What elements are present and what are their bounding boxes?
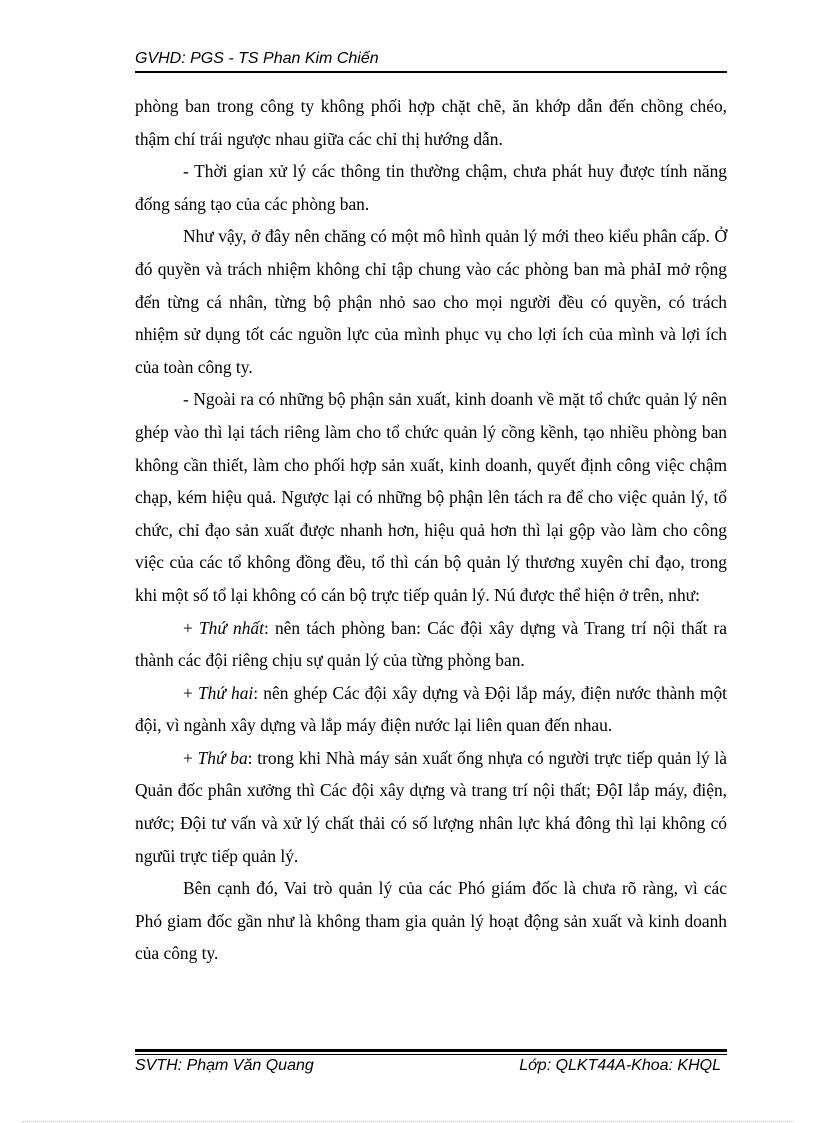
paragraph-first-point <box>135 612 727 677</box>
paragraph-processing-time: - Thời gian xử lý các thông tin thường chậm, chưa phát huy được tính năng đống sáng tạo của các phòng ban. <box>135 161 727 214</box>
page-bottom-edge <box>22 1121 794 1122</box>
first-point-label: Thứ nhất <box>199 617 264 638</box>
page-footer <box>135 1049 727 1079</box>
footer-student-name: SVTH: Phạm Văn Quang <box>135 1057 314 1074</box>
header-advisor-text: GVHD: PGS - TS Phan Kim Chiến <box>135 50 379 67</box>
second-point-text: : nên ghép Các đội xây dựng và Đội lắp máy, điện nước thành một đội, vì ngành xây dựng và lắp máy điện nước lại liên quan đến nhau. <box>135 682 727 736</box>
second-point-label: Thứ hai <box>198 682 254 703</box>
footer-rule-thin <box>135 1054 727 1055</box>
third-point-lead: + <box>183 747 198 768</box>
header-rule <box>135 71 727 73</box>
first-point-text: : nên tách phòng ban: Các đội xây dựng và Trang trí nội thất ra thành các đội riêng chịu sự quản lý của từng phòng ban. <box>135 617 727 671</box>
footer-class-info: Lớp: QLKT44A-Khoa: KHQL <box>519 1057 721 1074</box>
third-point-label: Thứ ba <box>197 747 248 768</box>
paragraph-department-structure: - Ngoài ra có những bộ phận sản xuất, kinh doanh về mặt tổ chức quản lý nên ghép vào thì lại tách riêng làm cho tổ chức quản lý cồng kềnh, tạo nhiều phòng ban không cần thiết, làm cho phối hợp sản xuất, kinh doanh, quyết định công việc chậm chạp, kém hiệu quả. Ngược lại có những bộ phận lên tách ra để cho việc quản lý, tổ chức, chỉ đạo sản xuất được nhanh hơn, hiệu quả hơn thì lại gộp vào làm cho công việc của các tổ không đồng đều, tổ thì cán bộ quản lý thương xuyên chỉ đạo, trong khi một số tổ lại không có cán bộ trực tiếp quản lý. Nú được thể hiện ở trên, như: <box>135 389 727 605</box>
paragraph-deputy-directors: Bên cạnh đó, Vai trò quản lý của các Phó giám đốc là chưa rõ ràng, vì các Phó giam đốc gần như là không tham gia quản lý hoạt động sản xuất và kinh doanh của công ty. <box>135 878 727 964</box>
document-body <box>135 90 727 970</box>
paragraph-continuation: phòng ban trong công ty không phối hợp chặt chẽ, ăn khớp dẫn đến chồng chéo, thậm chí trái ngược nhau giữa các chỉ thị hướng dẫn. <box>135 96 727 149</box>
page-header <box>135 48 727 72</box>
paragraph-decentralized-model: Như vậy, ở đây nên chăng có một mô hình quản lý mới theo kiểu phân cấp. Ở đó quyền và trách nhiệm không chỉ tập chung vào các phòng ban mà phảI mở rộng đến từng cá nhân, từng bộ phận nhỏ sao cho mọi người đều có quyền, có trách nhiệm sử dụng tốt các nguồn lực của mình phục vụ cho lợi ích của mình và lợi ích của toàn công ty. <box>135 226 727 377</box>
first-point-lead: + <box>183 617 199 638</box>
second-point-lead: + <box>183 682 198 703</box>
paragraph-second-point <box>135 677 727 742</box>
third-point-text: : trong khi Nhà máy sản xuất ống nhựa có người trực tiếp quản lý là Quản đốc phân xưởng thì Các đội xây dựng và trang trí nội thất; ĐộI lắp máy, điện, nước; Đội tư vấn và xử lý chất thải có số lượng nhân lực khá đông thì lại không có ngưũi trực tiếp quản lý. <box>135 747 728 866</box>
footer-rule-thick <box>135 1049 727 1052</box>
paragraph-third-point <box>135 742 727 872</box>
